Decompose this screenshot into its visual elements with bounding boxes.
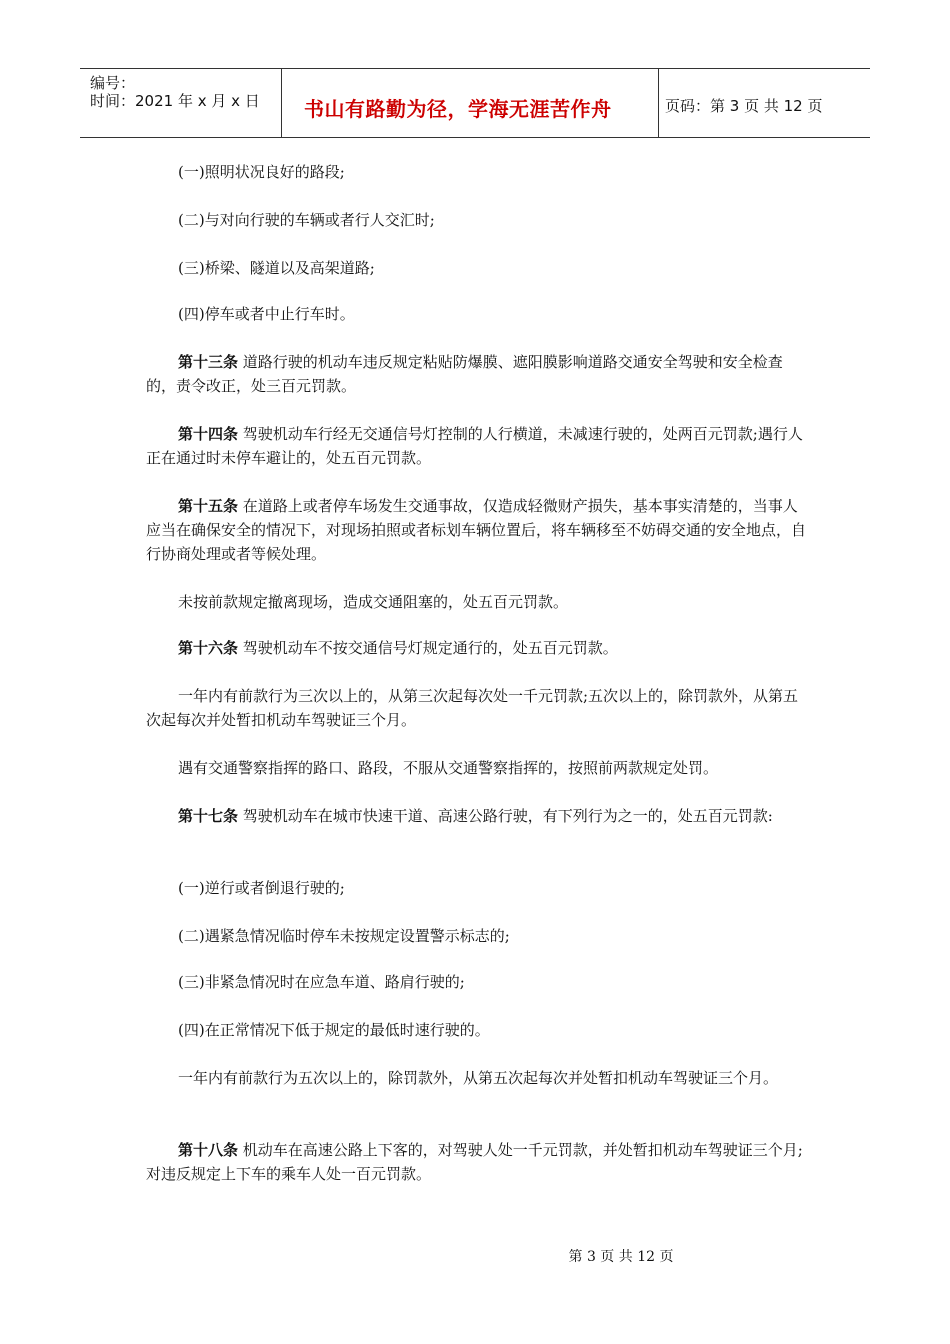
paragraph-text: 在道路上或者停车场发生交通事故，仅造成轻微财产损失，基本事实清楚的，当事人应当在确保安全的情况下，对现场拍照或者标划车辆位置后，将车辆移至不妨碍交通的安全地点，自行协商处理或者等候处理。 [146,497,807,563]
paragraph [146,422,808,470]
paragraph-text: 一年内有前款行为三次以上的，从第三次起每次处一千元罚款;五次以上的，除罚款外，从第五次起每次并处暂扣机动车驾驶证三个月。 [146,687,799,729]
header-page-cell [659,69,870,137]
paragraph [146,924,808,948]
paragraph [146,1066,808,1090]
paragraph-text: (三)非紧急情况时在应急车道、路肩行驶的; [178,973,465,991]
article-heading: 第十三条 [178,353,239,371]
paragraph-text: 驾驶机动车行经无交通信号灯控制的人行横道，未减速行驶的，处两百元罚款;遇行人正在通过时未停车避让的，处五百元罚款。 [146,425,803,467]
paragraph [146,302,808,326]
page-footer [0,1246,950,1266]
paragraph-text: (四)在正常情况下低于规定的最低时速行驶的。 [178,1021,490,1039]
paragraph-text: (三)桥梁、隧道以及高架道路; [178,259,375,277]
document-date-label: 时间：2021 年 x 月 x 日 [90,92,260,110]
paragraph-text: (四)停车或者中止行车时。 [178,305,355,323]
paragraph [146,804,808,828]
paragraph-text: 机动车在高速公路上下客的，对驾驶人处一千元罚款，并处暂扣机动车驾驶证三个月;对违反规定上下车的乘车人处一百元罚款。 [146,1141,803,1183]
paragraph [146,636,808,660]
paragraph-text: 未按前款规定撤离现场，造成交通阻塞的，处五百元罚款。 [178,593,569,611]
article-heading: 第十八条 [178,1141,239,1159]
paragraph [146,590,808,614]
header-motto: 书山有路勤为径，学海无涯苦作舟 [304,97,612,121]
paragraph-text: (二)遇紧急情况临时停车未按规定设置警示标志的; [178,927,510,945]
paragraph-text: (一)照明状况良好的路段; [178,163,345,181]
article-heading: 第十七条 [178,807,239,825]
paragraph [146,208,808,232]
header-page-label: 页码：第 3 页 共 12 页 [665,97,823,115]
paragraph-text: 遇有交通警察指挥的路口、路段，不服从交通警察指挥的，按照前两款规定处罚。 [178,759,719,777]
paragraph [146,1138,808,1186]
paragraph-text: 一年内有前款行为五次以上的，除罚款外，从第五次起每次并处暂扣机动车驾驶证三个月。 [178,1069,779,1087]
paragraph [146,160,808,184]
article-heading: 第十四条 [178,425,239,443]
paragraph-text: (一)逆行或者倒退行驶的; [178,879,345,897]
paragraph [146,756,808,780]
article-heading: 第十五条 [178,497,239,515]
article-heading: 第十六条 [178,639,239,657]
paragraph-text: 驾驶机动车不按交通信号灯规定通行的，处五百元罚款。 [238,639,618,657]
paragraph [146,256,808,280]
document-number-label: 编号： [90,74,136,92]
header-motto-cell [282,69,659,137]
footer-page-number: 第 3 页 共 12 页 [568,1249,674,1265]
paragraph [146,494,808,566]
header-info-cell [80,69,282,137]
paragraph-text: 道路行驶的机动车违反规定粘贴防爆膜、遮阳膜影响道路交通安全驾驶和安全检查的，责令改正，处三百元罚款。 [146,353,783,395]
paragraph [146,970,808,994]
paragraph-text: 驾驶机动车在城市快速干道、高速公路行驶，有下列行为之一的，处五百元罚款: [238,807,773,825]
paragraph [146,876,808,900]
paragraph [146,350,808,398]
paragraph [146,1018,808,1042]
paragraph [146,684,808,732]
page-header [80,68,870,138]
paragraph-text: (二)与对向行驶的车辆或者行人交汇时; [178,211,435,229]
